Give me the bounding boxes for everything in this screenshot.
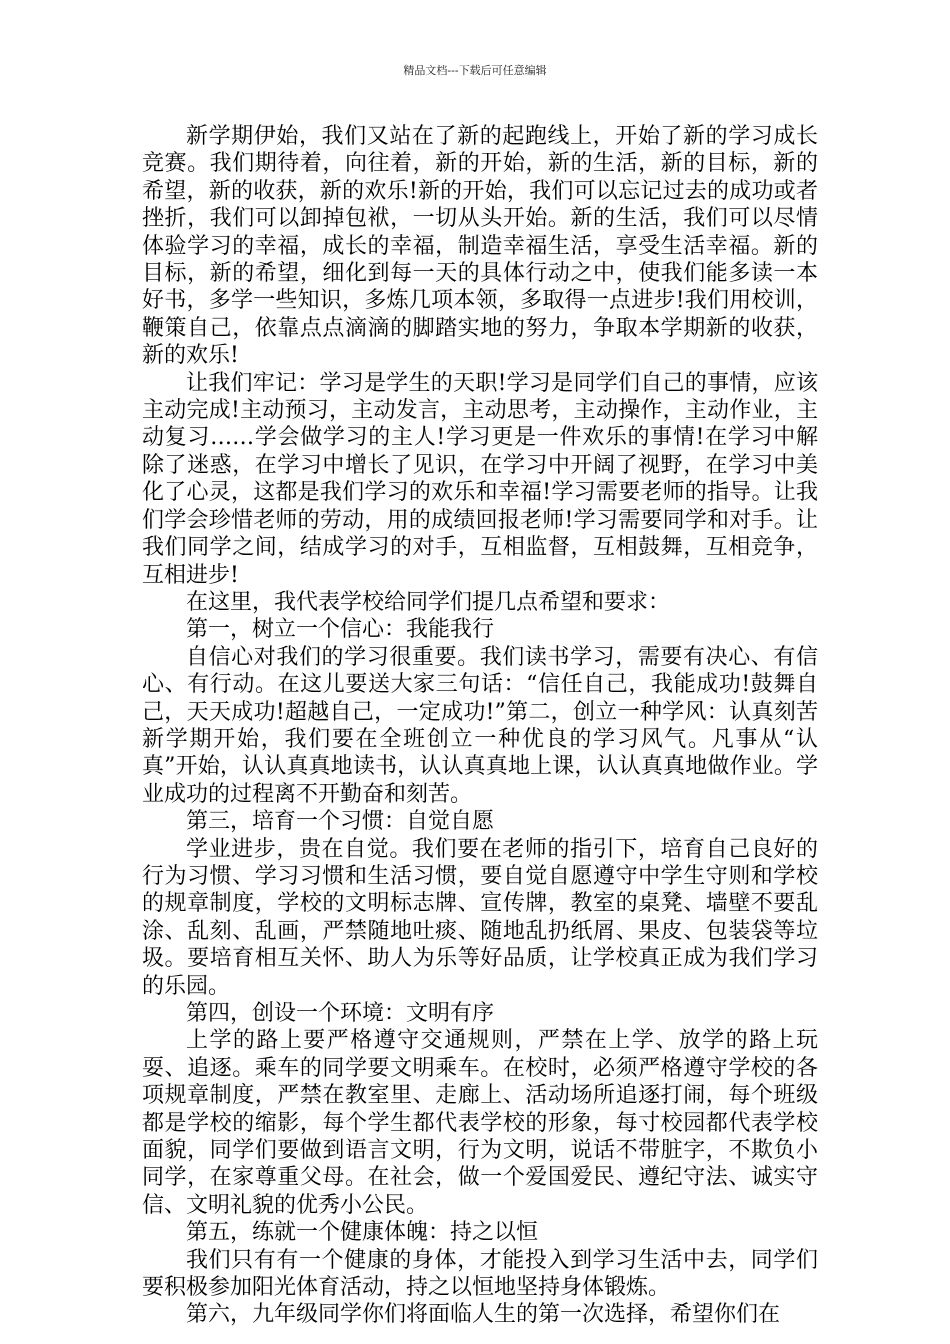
page-header: 精品文档---下载后可任意编辑 xyxy=(403,64,547,77)
paragraph-hopes-intro: 在这里，我代表学校给同学们提几点希望和要求： xyxy=(186,589,671,615)
heading-fifth-point: 第五，练就一个健康体魄：持之以恒 xyxy=(186,1220,539,1246)
document-body xyxy=(142,123,818,1329)
heading-fourth-point: 第四，创设一个环境：文明有序 xyxy=(186,1001,495,1026)
heading-first-point: 第一，树立一个信心：我能我行 xyxy=(186,617,495,643)
paragraph-health: 我们只有有一个健康的身体，才能投入到学习生活中去，同学们要积极参加阳光体育活动，持之以恒地坚持身体锻炼。 xyxy=(142,1247,818,1301)
paragraph-sixth-point: 第六，九年级同学你们将面临人生的第一次选择，希望你们在 xyxy=(186,1302,781,1328)
paragraph-remember: 让我们牢记：学习是学生的天职!学习是同学们自己的事情，应该主动完成!主动预习，主动发言，主动思考，主动操作，主动作业，主动复习……学会做学习的主人!学习更是一件欢乐的事情!在学习中解除了迷惑，在学习中增长了见识，在学习中开阔了视野，在学习中美化了心灵，这都是我们学习的欢乐和幸福!学习需要老师的指导。让我们学会珍惜老师的劳动，用的成绩回报老师!学习需要同学和对手。让我们同学之间，结成学习的对手，互相监督，互相鼓舞，互相竞争，互相进步! xyxy=(142,370,818,588)
paragraph-intro: 新学期伊始，我们又站在了新的起跑线上，开始了新的学习成长竞赛。我们期待着，向往着，新的开始，新的生活，新的目标，新的希望，新的收获，新的欢乐!新的开始，我们可以忘记过去的成功或者挫折，我们可以卸掉包袱，一切从头开始。新的生活，我们可以尽情体验学习的幸福，成长的幸福，制造幸福生活，享受生活幸福。新的目标，新的希望，细化到每一天的具体行动之中，使我们能多读一本好书，多学一些知识，多炼几项本领，多取得一点进步!我们用校训，鞭策自己，依靠点点滴滴的脚踏实地的努力，争取本学期新的收获，新的欢乐! xyxy=(142,124,818,369)
paragraph-confidence: 自信心对我们的学习很重要。我们读书学习，需要有决心、有信心、有行动。在这儿要送大家三句话：“信任自己，我能成功!鼓舞自己，天天成功!超越自己，一定成功!”第二，创立一种学风：认真刻苦新学期开始，我们要在全班创立一种优良的学习风气。凡事从“认真”开始，认认真真地读书，认认真真地上课，认认真真地做作业。学业成功的过程离不开勤奋和刻苦。 xyxy=(142,644,818,807)
paragraph-environment: 上学的路上要严格遵守交通规则，严禁在上学、放学的路上玩耍、追逐。乘车的同学要文明乘车。在校时，必须严格遵守学校的各项规章制度，严禁在教室里、走廊上、活动场所追逐打闹，每个班级都是学校的缩影，每个学生都代表学校的形象，每寸校园都代表学校面貌，同学们要做到语言文明，行为文明，说话不带脏字，不欺负小同学，在家尊重父母。在社会，做一个爱国爱民、遵纪守法、诚实守信、文明礼貌的优秀小公民。 xyxy=(142,1028,818,1218)
heading-third-point: 第三，培育一个习惯：自觉自愿 xyxy=(186,809,495,835)
paragraph-habits: 学业进步，贵在自觉。我们要在老师的指引下，培育自己良好的行为习惯、学习习惯和生活习惯，要自觉自愿遵守中学生守则和学校的规章制度，学校的文明标志牌、宣传牌，教室的桌凳、墙壁不要乱涂、乱刻、乱画，严禁随地吐痰、随地乱扔纸屑、果皮、包装袋等垃圾。要培育相互关怀、助人为乐等好品质，让学校真正成为我们学习的乐园。 xyxy=(142,836,818,999)
